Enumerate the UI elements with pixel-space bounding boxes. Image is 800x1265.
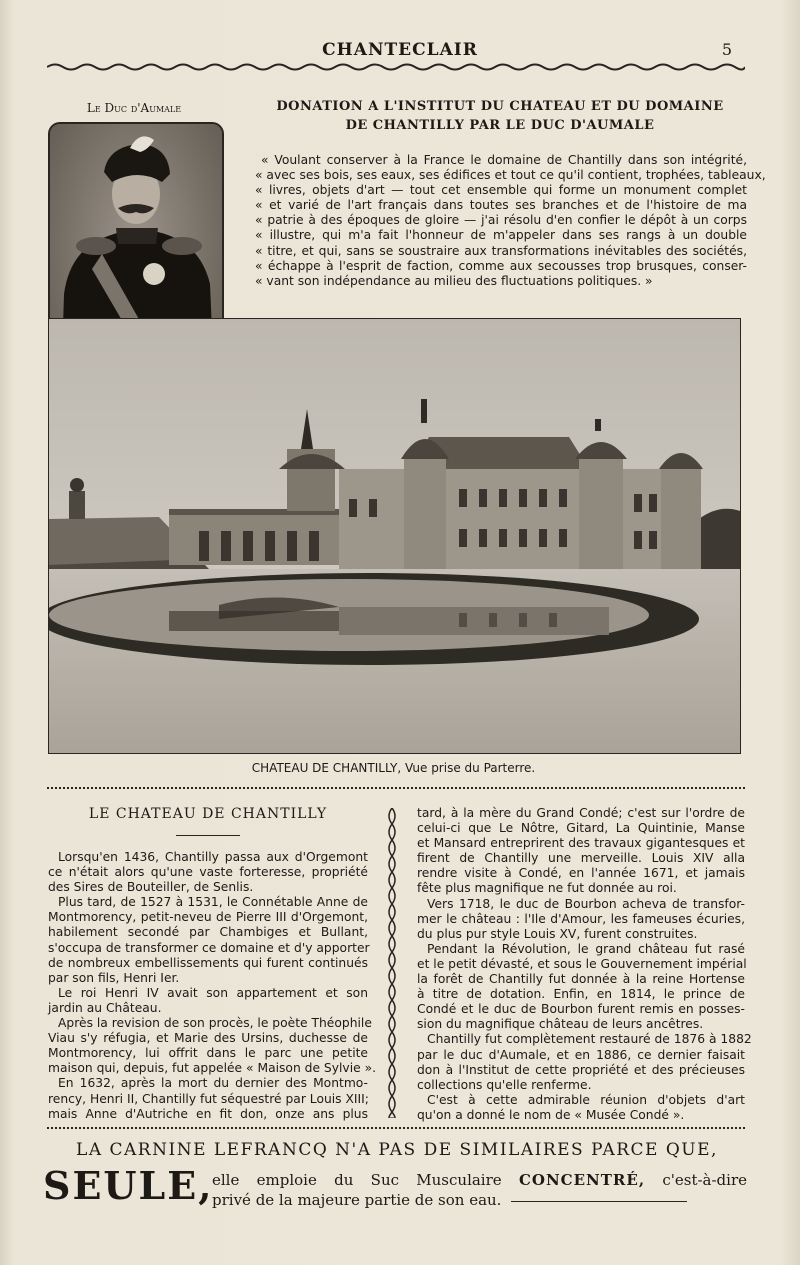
article-line: à titre de dotation. Enfin, en 1814, le prince de [417, 987, 745, 1002]
article-line: Pendant la Révolution, le grand château fut rasé [427, 941, 745, 956]
article-line: Après la revision de son procès, le poète Théophile [58, 1016, 372, 1031]
quote-line: « et varié de l'art français dans toutes ses branches et de l'histoire de ma [255, 198, 747, 213]
article-line: Plus tard, de 1527 à 1531, le Connétable Anne de [58, 895, 368, 910]
advert-line-2-text: privé de la majeure partie de son eau. [212, 1191, 502, 1209]
advert-end-rule [511, 1201, 687, 1202]
dotted-divider-bottom [47, 1127, 745, 1129]
article-line: C'est à cette admirable réunion d'objets d'art [427, 1092, 745, 1107]
donation-heading-line-2: DE CHANTILLY PAR LE DUC D'AUMALE [345, 118, 655, 133]
article-line: du plus pur style Louis XV, furent construites. [417, 926, 698, 941]
ornamental-column-divider [384, 808, 400, 1118]
article-line: tard, à la mère du Grand Condé; c'est sur l'ordre de [417, 806, 745, 820]
article-line: fête plus magnifique ne fut donnée au roi. [417, 881, 677, 896]
chateau-photo-caption: CHATEAU DE CHANTILLY, Vue prise du Parterre. [251, 761, 536, 775]
quote-line: « livres, objets d'art — tout cet ensemble qui forme un monument complet [255, 183, 747, 198]
advert-concentre: CONCENTRÉ, [518, 1171, 646, 1189]
article-line: de nombreux embellissements qui furent continués [48, 955, 368, 970]
article-line: des Sires de Bouteiller, de Senlis. [48, 880, 254, 895]
article-line: et le petit dévasté, et sous le Gouvernement impérial [417, 956, 747, 971]
advert-headline: LA CARNINE LEFRANCQ N'A PAS DE SIMILAIRES PARCE QUE, [76, 1140, 718, 1160]
article-line: Lorsqu'en 1436, Chantilly passa aux d'Orgemont [58, 850, 368, 864]
magazine-title: CHANTECLAIR [322, 40, 478, 60]
article-line: et Mansard entreprirent des travaux gigantesques et [417, 836, 745, 851]
quote-line: « Voulant conserver à la France le domaine de Chantilly dans son intégrité, [261, 153, 747, 167]
quote-line: « échappe à l'esprit de faction, comme aux secousses trop brusques, conser- [255, 258, 747, 273]
article-title: LE CHATEAU DE CHANTILLY [88, 806, 328, 822]
article-line: Vers 1718, le duc de Bourbon acheva de transfor- [427, 896, 745, 911]
article-line: s'occupa de transformer ce domaine et d'y apporter [48, 940, 370, 955]
advert-big-word: SEULE, [43, 1163, 214, 1208]
quote-line: « vant son indépendance au milieu des fluctuations politiques. » [255, 273, 653, 288]
portrait-caption: Le Duc d'Aumale [86, 101, 182, 115]
article-line: Condé et le duc de Bourbon furent remis en posses- [417, 1002, 745, 1017]
quote-line: « patrie à des époques de gloire — j'ai résolu d'en confier le dépôt à un corps [255, 213, 747, 228]
advert-line-1-b: c'est-à-dire [662, 1171, 747, 1189]
article-line: Montmorency, petit-neveu de Pierre III d'Orgemont, [48, 910, 368, 925]
article-left-column [48, 850, 377, 1122]
advert-line-1 [212, 1170, 747, 1190]
header-wavy-rule [47, 62, 745, 72]
article-line: mer le château : l'Ile d'Amour, les fameuses écuries, [417, 911, 745, 926]
article-line: sion du magnifique château de leurs ancêtres. [417, 1017, 704, 1032]
article-line: celui-ci que Le Nôtre, Gitard, La Quintinie, Manse [417, 821, 745, 836]
article-line: par le duc d'Aumale, et en 1886, ce dernier faisait [417, 1047, 745, 1062]
article-line: la forêt de Chantilly fut donnée à la reine Hortense [417, 972, 745, 987]
article-line: rency, Henri II, Chantilly fut séquestré par Louis XIII; [48, 1091, 369, 1106]
donation-heading [250, 97, 750, 135]
article-line: don à l'Institut de cette propriété et des précieuses [417, 1062, 745, 1077]
article-line: rendre visite à Condé, en l'année 1671, et jamais [417, 866, 745, 881]
advert-line-2 [212, 1190, 747, 1210]
article-line: mais Anne d'Autriche en fit don, onze ans plus [48, 1106, 368, 1121]
article-line: firent de Chantilly une merveille. Louis XIV alla [417, 851, 745, 866]
advert-text [212, 1170, 747, 1210]
quote-line: « titre, et qui, sans se soustraire aux transformations inévitables des sociétés, [255, 243, 747, 258]
quote-line: « avec ses bois, ses eaux, ses édifices et tout ce qu'il contient, trophées, tableaux, [255, 168, 766, 183]
donation-heading-line-1: DONATION A L'INSTITUT DU CHATEAU ET DU DOMAINE [276, 99, 724, 114]
donation-quote [255, 153, 766, 289]
article-line: ce n'était alors qu'une vaste forteresse, propriété [48, 865, 368, 880]
article-line: habilement secondé par Chambiges et Bullant, [48, 925, 368, 940]
article-line: Le roi Henri IV avait son appartement et son [58, 985, 368, 1000]
quote-line: « illustre, qui m'a fait l'honneur de m'appeler dans ses rangs à un double [255, 228, 747, 243]
article-line: qu'on a donné le nom de « Musée Condé ». [417, 1107, 685, 1122]
article-line: Chantilly fut complètement restauré de 1876 à 1882 [427, 1032, 752, 1047]
page-number: 5 [721, 40, 732, 59]
advert-line-1-a: elle emploie du Suc Musculaire [212, 1171, 502, 1189]
article-line: par son fils, Henri Ier. [48, 970, 180, 985]
article-line: jardin au Château. [48, 1000, 162, 1015]
article-line: maison qui, depuis, fut appelée « Maison de Sylvie ». [48, 1061, 377, 1076]
article-line: En 1632, après la mort du dernier des Montmo- [58, 1076, 368, 1091]
article-line: Viau s'y réfugia, et Marie des Ursins, duchesse de [48, 1031, 368, 1046]
chateau-photo [48, 318, 741, 754]
article-right-column [417, 806, 752, 1123]
article-line: collections qu'elle renferme. [417, 1077, 592, 1092]
article-title-underline [176, 835, 240, 836]
chateau-image [49, 319, 740, 753]
article-line: Montmorency, lui offrit dans le parc une petite [48, 1046, 368, 1061]
dotted-divider-top [47, 787, 745, 789]
